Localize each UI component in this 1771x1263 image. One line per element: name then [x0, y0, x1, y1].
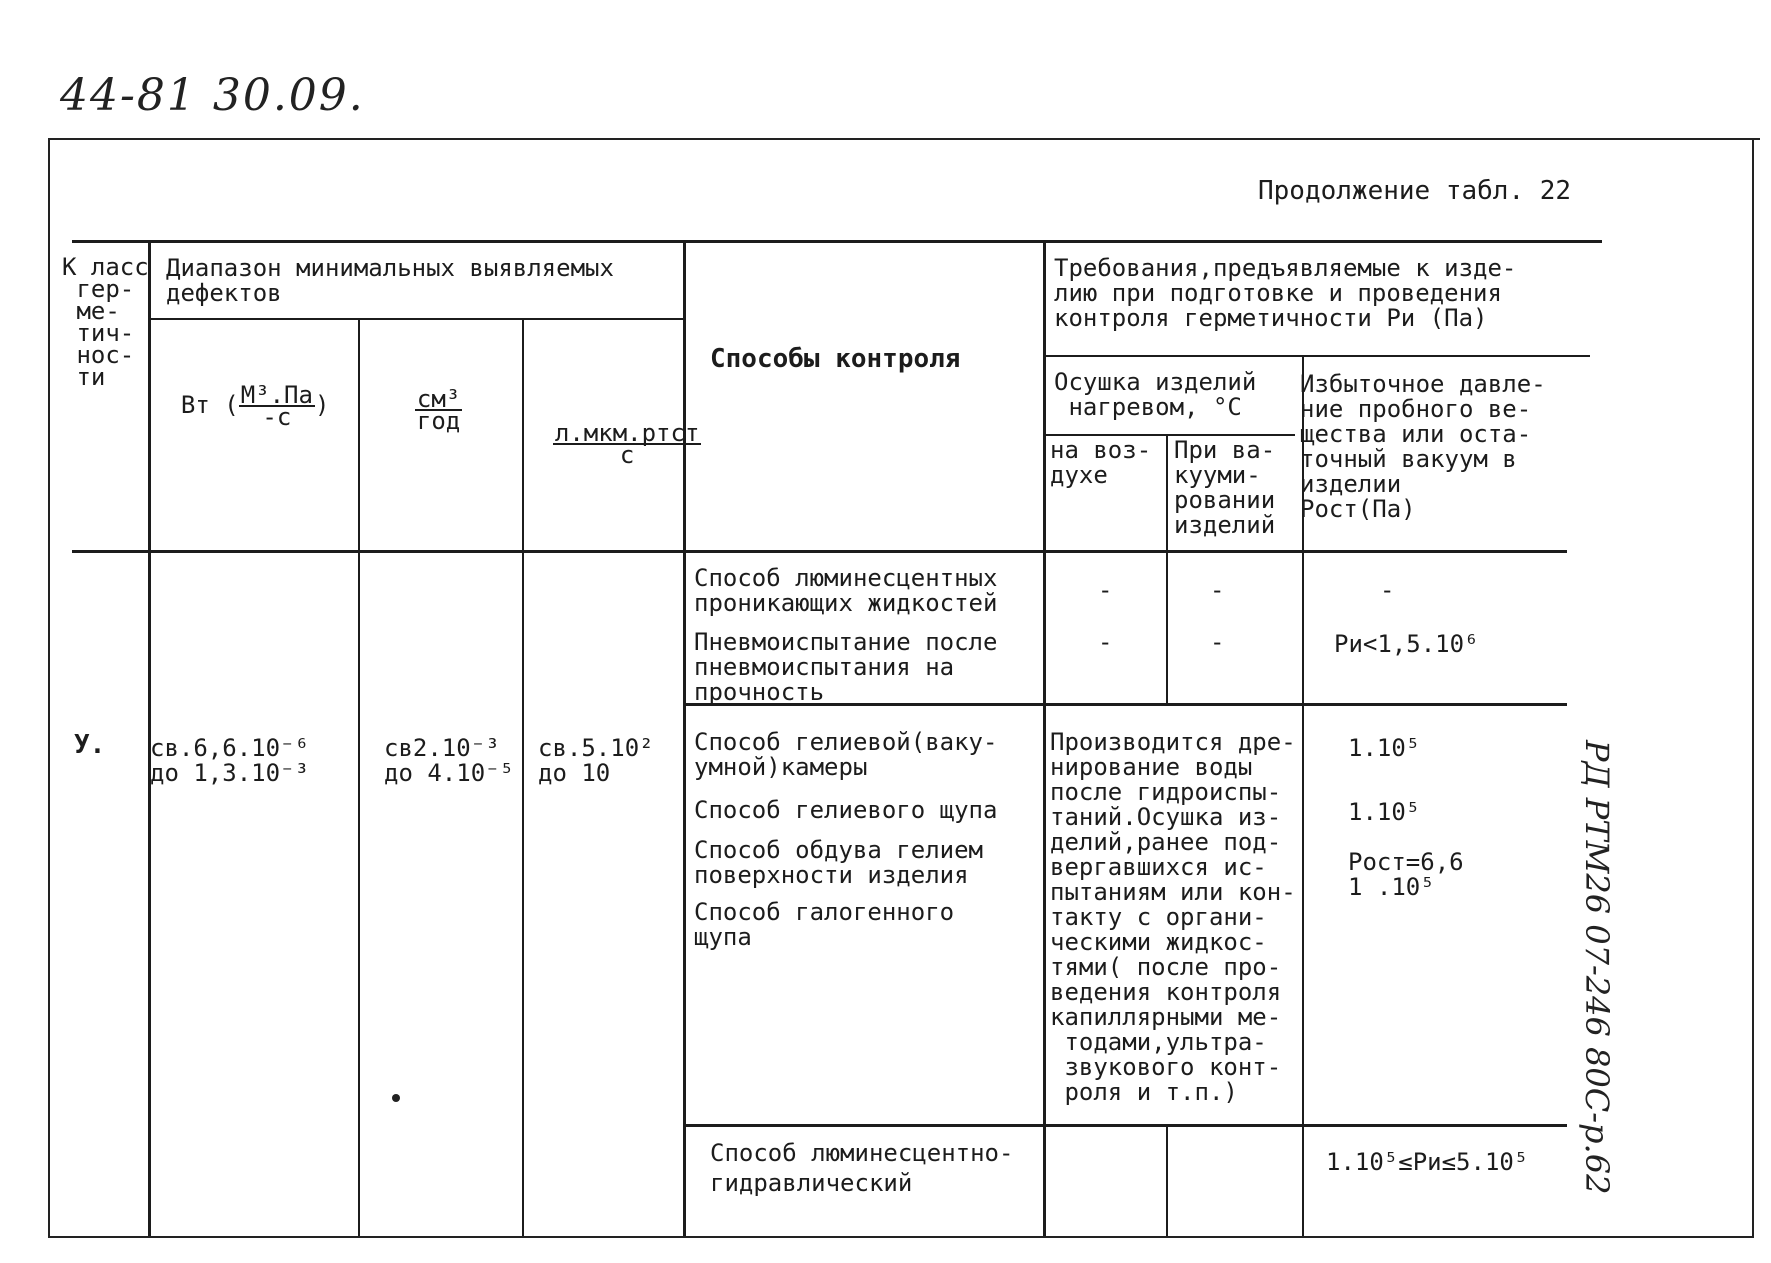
header-bottom-line: [72, 550, 1567, 553]
range-l-value: св.5.10² до 10: [538, 734, 654, 787]
col-wt-num: М³.Па: [240, 381, 313, 409]
method-luminescent-hydraulic: Способ люминесцентно- гидравлический: [710, 1139, 1014, 1197]
method-luminescent-penetrant: Способ люминесцентных проникающих жидкостей: [694, 564, 998, 617]
header-col-wt: [152, 360, 330, 431]
header-col-cm3: [386, 364, 462, 435]
col-line-wt: [358, 318, 360, 1236]
frame-top: [48, 138, 1760, 140]
block2-bottom-line: [683, 1124, 1567, 1127]
range-subheader-line: [148, 318, 683, 320]
col-line-methods: [683, 240, 686, 1236]
header-drying-air: на воз- духе: [1050, 436, 1152, 489]
col-l-fraction: [553, 419, 702, 469]
header-pressure: Избыточное давле- ние пробного ве- щества или оста- точный вакуум в изделии Рост(Па): [1300, 370, 1546, 523]
method-helium-blowing-pressure: Рост=6,6 1 .10⁵: [1348, 848, 1464, 901]
header-methods: Способы контроля: [710, 344, 961, 374]
side-stamp: РД РТМ26 07-246 80С-р.62: [1578, 740, 1616, 1195]
header-class: К ласс гер- ме- тич- нос- ти: [62, 253, 149, 391]
method2-vacuum: -: [1210, 628, 1225, 656]
drying-note: Производится дре- нирование воды после гидроиспы- таний.Осушка из- делий,ранее под- вергавшихся ис- пытаниям или кон- такту с органи- ческими жидкос- тями( после про- ведения контроля капиллярными ме- тодами,ультра- звукового конт- роля и т.п.): [1050, 728, 1296, 1106]
col-wt-fraction: [239, 381, 315, 431]
frame-bottom: [48, 1236, 1754, 1238]
col-wt-prefix: Вт (: [180, 391, 239, 419]
method1-pressure: -: [1380, 576, 1395, 604]
col-l-num: л.мкм.ртст: [554, 419, 700, 447]
header-drying: Осушка изделий нагревом, °С: [1054, 368, 1257, 421]
col-wt-den: -с: [262, 403, 292, 431]
continuation-label: Продолжение табл. 22: [1258, 176, 1572, 206]
method-helium-chamber: Способ гелиевой(ваку- умной)камеры: [694, 728, 998, 781]
method2-air: -: [1098, 628, 1113, 656]
header-col-l: [524, 398, 701, 469]
method-halogen-probe: Способ галогенного щупа: [694, 898, 955, 951]
method1-vacuum: -: [1210, 576, 1225, 604]
col-l-den: с: [619, 441, 635, 469]
range-cm3-value: св2.10⁻³ до 4.10⁻⁵: [384, 734, 515, 787]
handwritten-note: 44-81 30.09.: [60, 70, 365, 121]
class-value: У.: [74, 730, 106, 760]
method-pneumatic-test: Пневмоиспытание после пневмоиспытания на прочность: [694, 628, 998, 706]
header-requirements: Требования,предъявляемые к изде- лию при подготовке и проведения контроля герметичности Ри (Па): [1054, 254, 1517, 332]
col-line-requirements: [1043, 240, 1046, 1236]
frame-right: [1752, 138, 1754, 1238]
header-drying-vacuum: При ва- кууми- ровании изделий: [1174, 436, 1276, 539]
header-range-group: Диапазон минимальных выявляемых дефектов: [166, 254, 614, 307]
table-top-line: [72, 240, 1602, 243]
method1-air: -: [1098, 576, 1113, 604]
requirements-subheader-line: [1045, 355, 1590, 357]
method-luminescent-hydraulic-pressure: 1.10⁵≤Ри≤5.10⁵: [1326, 1148, 1529, 1176]
ink-dot: [392, 1094, 400, 1102]
col-line-drying-split: [1166, 434, 1168, 704]
method2-pressure: Ри<1,5.10⁶: [1334, 630, 1479, 658]
method-helium-chamber-pressure: 1.10⁵: [1348, 734, 1421, 762]
col-cm3-num: см³: [416, 385, 461, 413]
method-helium-probe-pressure: 1.10⁵: [1348, 798, 1421, 826]
range-wt-value: св.6,6.10⁻⁶ до 1,3.10⁻³: [150, 734, 309, 787]
method-helium-blowing: Способ обдува гелием поверхности изделия: [694, 836, 983, 889]
col-line-drying-split-lower: [1166, 1124, 1168, 1236]
col-cm3-den: год: [416, 407, 461, 435]
col-wt-suffix: ): [314, 391, 330, 419]
method-helium-probe: Способ гелиевого щупа: [694, 796, 998, 824]
frame-left: [48, 138, 50, 1238]
col-cm3-fraction: [415, 385, 462, 435]
